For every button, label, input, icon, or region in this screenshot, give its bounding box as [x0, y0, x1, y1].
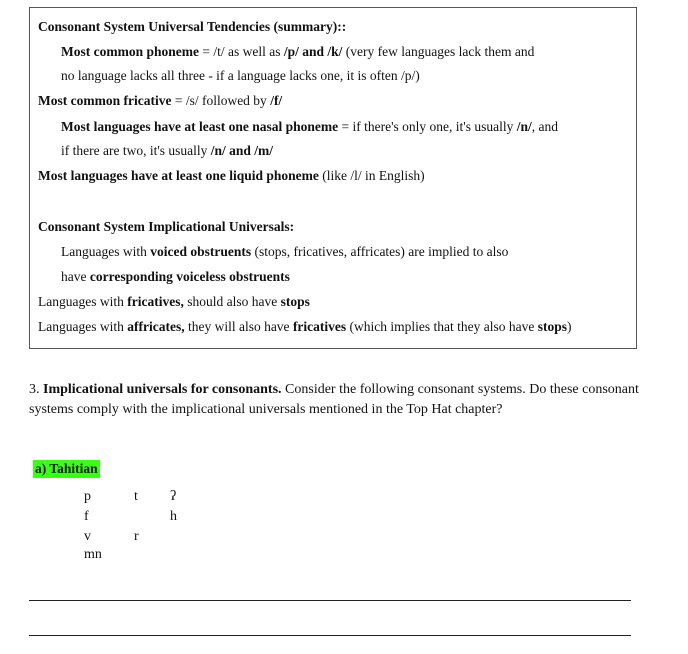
answer-line-1[interactable]: [29, 600, 631, 601]
tendency-nasal-line-2: if there are two, it's usually /n/ and /m/: [61, 143, 274, 158]
tahitian-label: a) Tahitian: [35, 461, 98, 476]
answer-line-2[interactable]: [29, 635, 631, 636]
implicational-title: Consonant System Implicational Universals:: [38, 219, 295, 234]
tendencies-title: Consonant System Universal Tendencies (summary)::: [38, 19, 347, 34]
tendency-liquid: Most languages have at least one liquid phoneme (like /l/ in English): [38, 168, 425, 183]
phoneme-glottal-stop: ʔ: [170, 489, 177, 504]
summary-box: [29, 7, 637, 349]
phoneme-p: p: [84, 489, 91, 504]
phoneme-r: r: [134, 529, 139, 544]
question-3: 3. Implicational universals for consonants. Consider the following consonant systems. Do these consonant systems comply with the implicational universals mentioned in the Top Hat chapter?: [29, 382, 639, 417]
phoneme-t: t: [134, 489, 138, 504]
phoneme-v: v: [84, 529, 91, 544]
phoneme-mn: mn: [84, 547, 102, 562]
tendency-phoneme-line-1: Most common phoneme = /t/ as well as /p/ and /k/ (very few languages lack them and: [61, 44, 535, 59]
phoneme-f: f: [84, 509, 89, 524]
phoneme-h: h: [170, 509, 177, 524]
universal-affricates: Languages with affricates, they will also have fricatives (which implies that they also have stops): [38, 319, 572, 334]
universal-voiced-line-2: have corresponding voiceless obstruents: [61, 269, 290, 284]
tendency-phoneme-line-2: no language lacks all three - if a language lacks one, it is often /p/): [61, 68, 420, 83]
universal-voiced-line-1: Languages with voiced obstruents (stops, fricatives, affricates) are implied to also: [61, 244, 509, 259]
tendency-fricative: Most common fricative = /s/ followed by /f/: [38, 93, 283, 108]
universal-fricatives: Languages with fricatives, should also have stops: [38, 294, 310, 309]
tendency-nasal-line-1: Most languages have at least one nasal phoneme = if there's only one, it's usually /n/, and: [61, 119, 558, 134]
